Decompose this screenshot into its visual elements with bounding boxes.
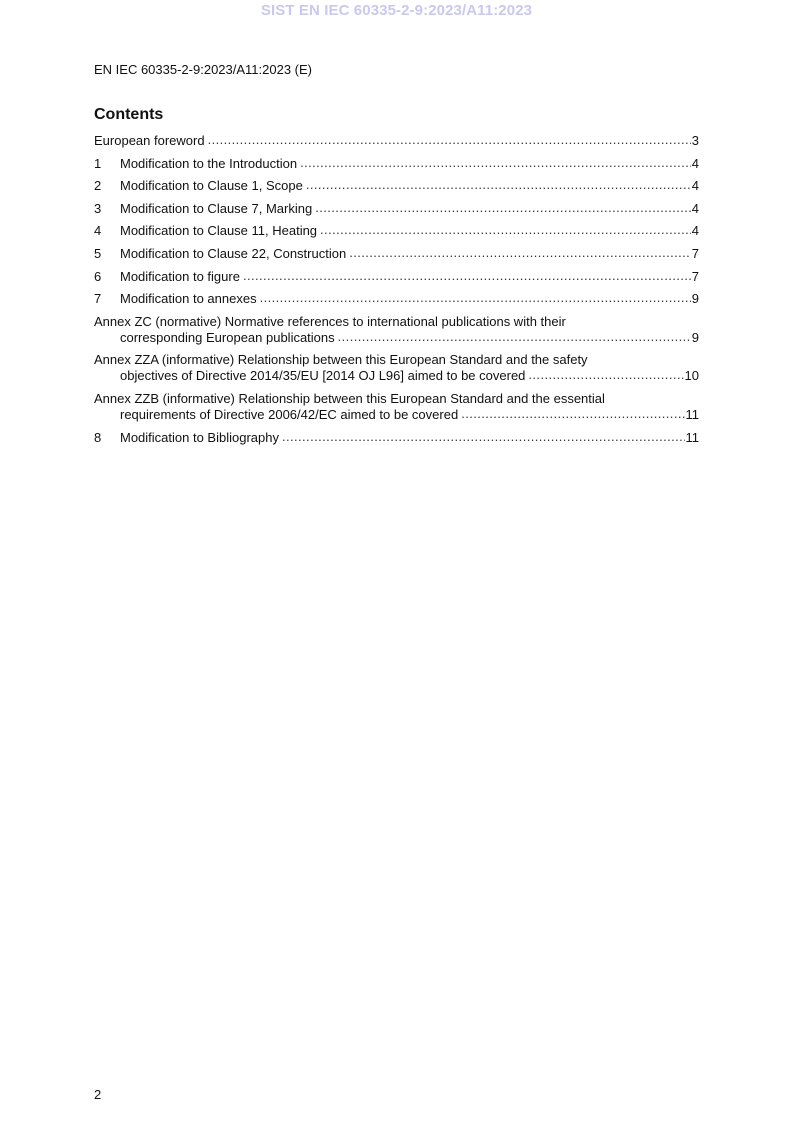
contents-heading: Contents xyxy=(94,106,164,123)
toc-annex-title: Annex ZZB (informative) Relationship between this European Standard and the essential xyxy=(94,390,605,406)
toc-entry-5[interactable] xyxy=(94,246,699,262)
toc-entry-7[interactable] xyxy=(94,291,699,307)
toc-entry-number: 1 xyxy=(94,155,102,171)
toc-entry-european-foreword[interactable] xyxy=(94,133,699,149)
toc-leader-dots xyxy=(243,268,691,284)
toc-leader-dots xyxy=(461,406,684,422)
toc-entry-4[interactable] xyxy=(94,223,699,239)
toc-entry-annex-zza[interactable] xyxy=(94,352,699,384)
toc-entry-page: 4 xyxy=(691,223,699,239)
toc-entry-label: Modification to the Introduction xyxy=(120,155,298,171)
toc-leader-dots xyxy=(282,429,685,445)
toc-entry-2[interactable] xyxy=(94,178,699,194)
toc-entry-page: 11 xyxy=(685,406,699,422)
toc-entry-label: Modification to figure xyxy=(120,268,240,284)
toc-entry-number: 5 xyxy=(94,245,102,261)
toc-entry-number: 2 xyxy=(94,178,102,194)
toc-entry-page: 10 xyxy=(684,368,699,384)
toc-annex-title-cont: requirements of Directive 2006/42/EC aimed to be covered xyxy=(120,406,459,422)
toc-entry-number: 6 xyxy=(94,268,102,284)
toc-entry-3[interactable] xyxy=(94,201,699,217)
toc-entry-page: 9 xyxy=(691,329,699,345)
toc-annex-title-cont: objectives of Directive 2014/35/EU [2014 OJ L96] aimed to be covered xyxy=(120,368,526,384)
toc-leader-dots xyxy=(320,222,691,238)
toc-entry-page: 3 xyxy=(691,133,699,148)
toc-leader-dots xyxy=(338,329,691,345)
toc-entry-page: 4 xyxy=(691,200,699,216)
toc-entry-label: Modification to Clause 11, Heating xyxy=(120,223,318,239)
toc-entry-page: 9 xyxy=(691,291,699,307)
toc-entry-annex-zc[interactable] xyxy=(94,314,699,346)
toc-leader-dots xyxy=(315,200,691,216)
toc-annex-title-cont: corresponding European publications xyxy=(120,329,335,345)
toc-entry-number: 8 xyxy=(94,429,102,445)
toc-leader-dots xyxy=(349,245,691,261)
toc-leader-dots xyxy=(306,177,691,193)
toc-entry-8[interactable] xyxy=(94,430,699,446)
toc-entry-label: Modification to annexes xyxy=(120,291,257,307)
toc-entry-number: 4 xyxy=(94,223,102,239)
table-of-contents xyxy=(94,133,699,452)
toc-entry-annex-zzb[interactable] xyxy=(94,391,699,423)
toc-entry-label: Modification to Clause 7, Marking xyxy=(120,200,313,216)
toc-entry-number: 3 xyxy=(94,200,102,216)
toc-entry-label: Modification to Bibliography xyxy=(120,429,279,445)
toc-entry-page: 7 xyxy=(691,245,699,261)
toc-entry-page: 11 xyxy=(685,429,699,445)
toc-entry-6[interactable] xyxy=(94,269,699,285)
toc-entry-number: 7 xyxy=(94,291,102,307)
toc-entry-label: European foreword xyxy=(94,133,205,148)
toc-leader-dots xyxy=(260,290,691,306)
toc-leader-dots xyxy=(528,367,683,383)
toc-annex-title: Annex ZC (normative) Normative references to international publications with their xyxy=(94,313,566,329)
toc-entry-label: Modification to Clause 1, Scope xyxy=(120,178,303,194)
toc-leader-dots xyxy=(300,155,691,171)
toc-entry-label: Modification to Clause 22, Construction xyxy=(120,245,347,261)
toc-entry-page: 7 xyxy=(691,268,699,284)
page-number: 2 xyxy=(94,1087,102,1102)
toc-entry-page: 4 xyxy=(691,155,699,171)
toc-entry-1[interactable] xyxy=(94,156,699,172)
toc-annex-title: Annex ZZA (informative) Relationship between this European Standard and the safety xyxy=(94,352,588,368)
toc-entry-page: 4 xyxy=(691,178,699,194)
document-id-header: EN IEC 60335-2-9:2023/A11:2023 (E) xyxy=(94,62,313,77)
toc-leader-dots xyxy=(208,132,691,148)
watermark-text: SIST EN IEC 60335-2-9:2023/A11:2023 xyxy=(260,2,533,19)
